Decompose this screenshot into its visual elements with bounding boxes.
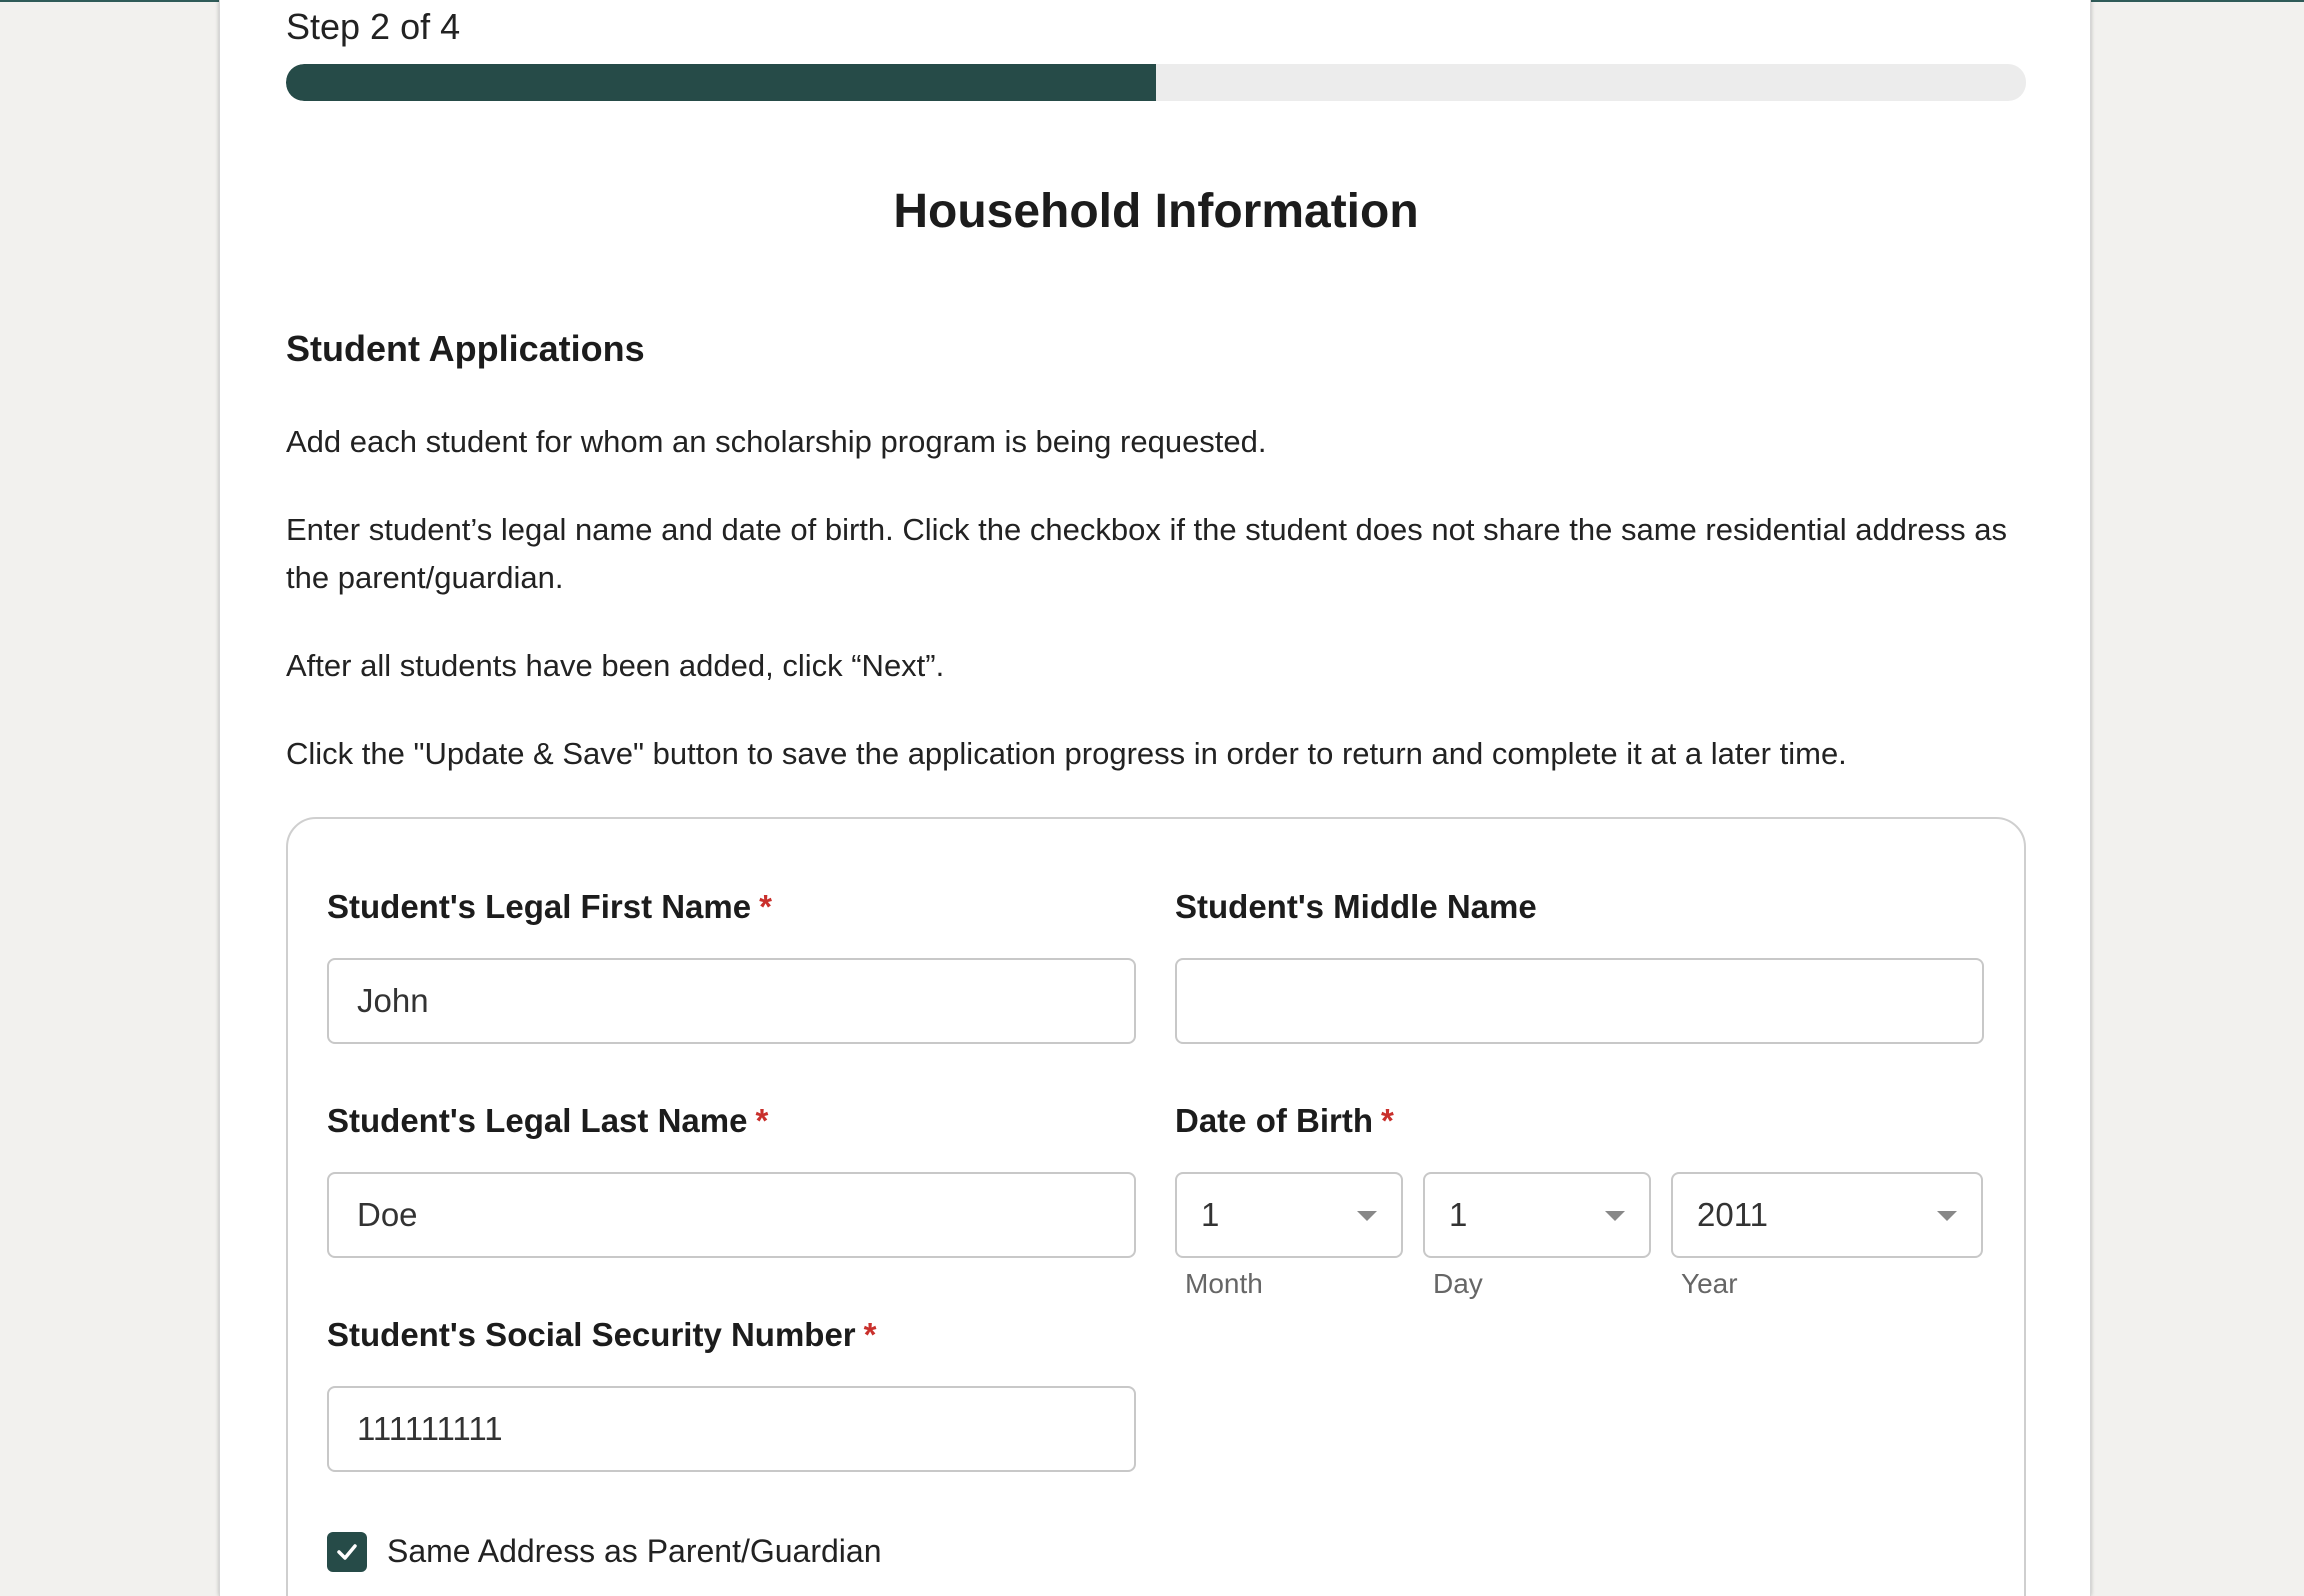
dob-day-value: 1 — [1449, 1196, 1468, 1233]
student-panel — [286, 817, 2026, 1596]
ssn-label: Student's Social Security Number * — [327, 1316, 877, 1353]
dob-month-value: 1 — [1201, 1196, 1220, 1233]
dob-day-select[interactable] — [1423, 1172, 1651, 1258]
progress-bar — [286, 64, 2026, 101]
instructions-paragraph: After all students have been added, click “Next”. — [286, 648, 945, 683]
instructions-paragraph: Click the "Update & Save" button to save the application progress in order to return and complete it at a later time. — [286, 736, 1847, 771]
dob-label: Date of Birth * — [1175, 1102, 1394, 1139]
chevron-down-icon — [1937, 1211, 1957, 1221]
progress-bar-fill — [286, 64, 1156, 101]
last-name-input[interactable] — [327, 1172, 1136, 1258]
step-indicator: Step 2 of 4 — [286, 6, 461, 47]
dob-year-label: Year — [1681, 1268, 1738, 1299]
required-marker: * — [755, 1102, 769, 1139]
same-address-label[interactable]: Same Address as Parent/Guardian — [387, 1533, 882, 1569]
required-marker: * — [1381, 1102, 1394, 1139]
section-heading: Student Applications — [286, 328, 645, 369]
first-name-input[interactable] — [327, 958, 1136, 1044]
same-address-checkbox[interactable] — [327, 1532, 367, 1572]
last-name-label: Student's Legal Last Name * — [327, 1102, 769, 1139]
required-marker: * — [863, 1316, 877, 1353]
instructions-paragraph: Add each student for whom an scholarship program is being requested. — [286, 424, 1267, 459]
dob-year-value: 2011 — [1697, 1196, 1768, 1233]
first-name-label: Student's Legal First Name * — [327, 888, 772, 925]
chevron-down-icon — [1605, 1211, 1625, 1221]
form-card — [219, 0, 2091, 1596]
required-marker: * — [759, 888, 772, 925]
chevron-down-icon — [1357, 1211, 1377, 1221]
page-title: Household Information — [893, 185, 1419, 238]
dob-year-select[interactable] — [1671, 1172, 1983, 1258]
instructions-paragraph: Enter student’s legal name and date of birth. Click the checkbox if the student does not share the same residential address as the parent/guardian. — [286, 512, 2007, 595]
checkmark-icon — [334, 1539, 360, 1565]
middle-name-label: Student's Middle Name — [1175, 888, 1537, 925]
middle-name-input[interactable] — [1175, 958, 1984, 1044]
ssn-input[interactable] — [327, 1386, 1136, 1472]
dob-month-label: Month — [1185, 1268, 1263, 1299]
dob-day-label: Day — [1433, 1268, 1483, 1299]
dob-month-select[interactable] — [1175, 1172, 1403, 1258]
